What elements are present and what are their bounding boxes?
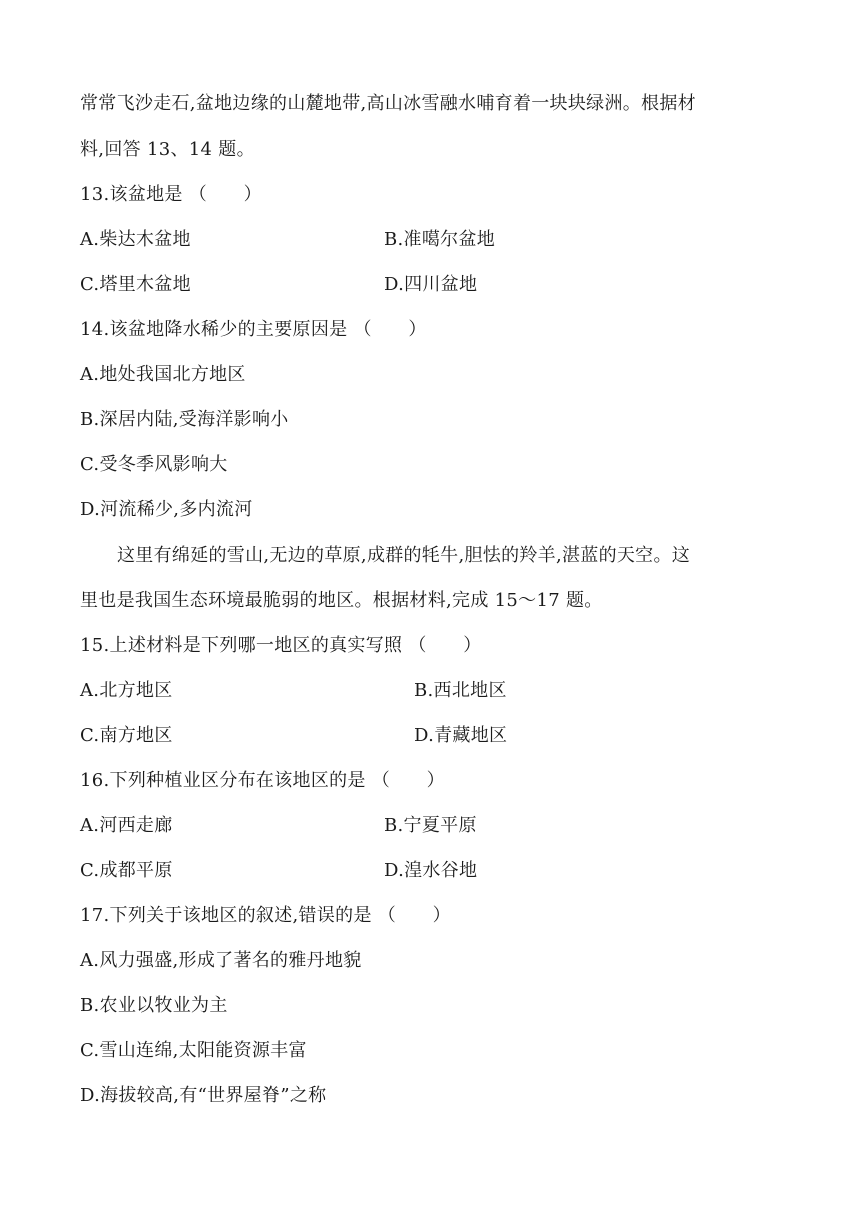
question-17-option-d: D.海拔较高,有“世界屋脊”之称 [80, 1085, 327, 1106]
question-14-option-c: C.受冬季风影响大 [80, 454, 228, 475]
question-15-stem: 15.上述材料是下列哪一地区的真实写照 （ ） [80, 635, 482, 656]
question-15-option-a: A.北方地区 [80, 680, 173, 701]
question-14-stem: 14.该盆地降水稀少的主要原因是 （ ） [80, 319, 427, 340]
passage-2-line-2: 里也是我国生态环境最脆弱的地区。根据材料,完成 15～17 题。 [80, 590, 603, 611]
question-16-option-b: B.宁夏平原 [384, 815, 477, 836]
question-15-option-d: D.青藏地区 [414, 725, 508, 746]
question-13-option-d: D.四川盆地 [384, 274, 478, 295]
question-17-stem: 17.下列关于该地区的叙述,错误的是 （ ） [80, 905, 451, 926]
question-13-option-b: B.准噶尔盆地 [384, 229, 496, 250]
passage-2-line-1: 这里有绵延的雪山,无边的草原,成群的牦牛,胆怯的羚羊,湛蓝的天空。这 [117, 545, 691, 566]
question-14-option-b: B.深居内陆,受海洋影响小 [80, 409, 289, 430]
question-16-option-c: C.成都平原 [80, 860, 173, 881]
question-13-option-c: C.塔里木盆地 [80, 274, 191, 295]
question-14-option-a: A.地处我国北方地区 [80, 364, 246, 385]
passage-1-line-1: 常常飞沙走石,盆地边缘的山麓地带,高山冰雪融水哺育着一块块绿洲。根据材 [80, 93, 696, 114]
passage-1-line-2: 料,回答 13、14 题。 [80, 139, 255, 160]
question-14-option-d: D.河流稀少,多内流河 [80, 499, 253, 520]
question-17-option-c: C.雪山连绵,太阳能资源丰富 [80, 1040, 307, 1061]
question-15-option-b: B.西北地区 [414, 680, 507, 701]
question-15-option-c: C.南方地区 [80, 725, 173, 746]
question-17-option-b: B.农业以牧业为主 [80, 995, 228, 1016]
question-16-stem: 16.下列种植业区分布在该地区的是 （ ） [80, 770, 445, 791]
question-17-option-a: A.风力强盛,形成了著名的雅丹地貌 [80, 950, 362, 971]
question-13-option-a: A.柴达木盆地 [80, 229, 191, 250]
question-16-option-d: D.湟水谷地 [384, 860, 478, 881]
question-16-option-a: A.河西走廊 [80, 815, 173, 836]
question-13-stem: 13.该盆地是 （ ） [80, 184, 262, 205]
